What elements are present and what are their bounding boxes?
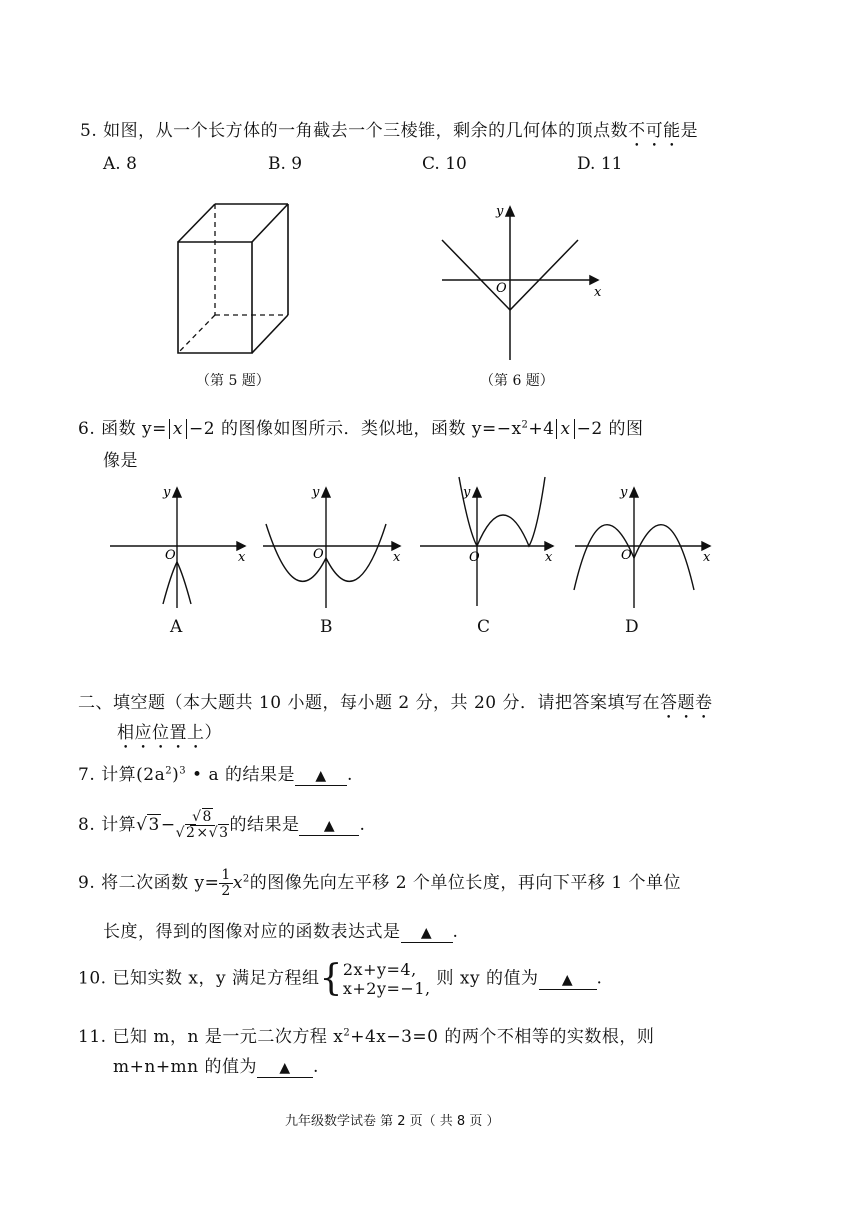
svg-text:x: x (393, 550, 401, 565)
svg-text:x: x (238, 550, 246, 565)
q6-graph-b (258, 478, 408, 610)
q6-choice-a: A (170, 617, 183, 637)
section2-title: 二、填空题（本大题共 10 小题，每小题 2 分，共 20 分．请把答案填写在答题卷 (78, 693, 713, 713)
fig5-caption: （第 5 题） (196, 373, 270, 389)
section2-title-line2: 相应位置上） (117, 723, 222, 743)
svg-text:O: O (165, 548, 176, 563)
q8: 8. 计算√3− $\frac{√8}{√2\times√3}$ 的结果是 ▲ . (78, 809, 366, 841)
q11-line1: 11. 已知 m，n 是一元二次方程 $x^2+4x-3=0$ 的两个不相等的实数根，则 (78, 1027, 655, 1047)
q6-stem-line1: 6. 函数 y= x −2 的图像如图所示．类似地，函数 $y=-x^2+4$ x −2 的图 (78, 419, 644, 439)
q10: 10. 已知实数 x，y 满足方程组{ 2x+y=4, x+2y=−1, 则 xy 的值为 ▲ . (78, 958, 603, 999)
svg-text:O: O (621, 548, 632, 563)
q6-choice-c: C (477, 617, 491, 637)
q6-graph-d (570, 478, 715, 610)
q5-option-b: B. 9 (268, 154, 303, 174)
q5-stem: 5. 如图，从一个长方体的一角截去一个三棱锥，剩余的几何体的顶点数不可能是 (80, 121, 699, 141)
q11-line2: m+n+mn 的值为 ▲ . (113, 1057, 319, 1077)
svg-text:x: x (545, 550, 553, 565)
q5-option-d: D. 11 (577, 154, 623, 174)
q5-option-c: C. 10 (422, 154, 467, 174)
fig6-caption: （第 6 题） (480, 373, 554, 389)
page-footer: 九年级数学试卷 第 2 页（ 共 8 页 ） (285, 1114, 500, 1129)
svg-text:y: y (312, 485, 320, 500)
q7: 7. 计算$(2a^2)^3$ • a 的结果是 ▲ . (78, 765, 353, 785)
svg-text:x: x (703, 550, 711, 565)
q11-answer-blank[interactable]: ▲ (257, 1059, 313, 1078)
svg-text:O: O (313, 547, 324, 562)
q9-line1: 9. 将二次函数 y= $\frac{1}{2}$ $x^2$的图像先向左平移 2 个单位长度，再向下平移 1 个单位 (78, 867, 682, 899)
q7-answer-blank[interactable]: ▲ (295, 767, 347, 786)
svg-text:y: y (463, 485, 471, 500)
q6-choice-d: D (625, 617, 639, 637)
svg-text:y: y (163, 485, 171, 500)
svg-text:y: y (620, 485, 628, 500)
fig6-abs-graph (430, 195, 610, 365)
q6-graph-a (105, 478, 255, 610)
q8-answer-blank[interactable]: ▲ (299, 817, 359, 836)
q6-graph-c (415, 472, 565, 610)
cuboid-figure (160, 190, 310, 365)
q6-choice-b: B (320, 617, 333, 637)
q6-stem-line2: 像是 (103, 451, 138, 471)
q9-answer-blank[interactable]: ▲ (401, 924, 453, 943)
fig6-x-label: x (594, 285, 602, 300)
fig6-origin: O (496, 281, 507, 296)
q5-option-a: A. 8 (103, 154, 137, 174)
svg-text:O: O (469, 550, 480, 565)
q10-answer-blank[interactable]: ▲ (539, 971, 597, 990)
fig6-y-label: y (496, 204, 504, 219)
q9-line2: 长度，得到的图像对应的函数表达式是 ▲ . (103, 922, 459, 942)
